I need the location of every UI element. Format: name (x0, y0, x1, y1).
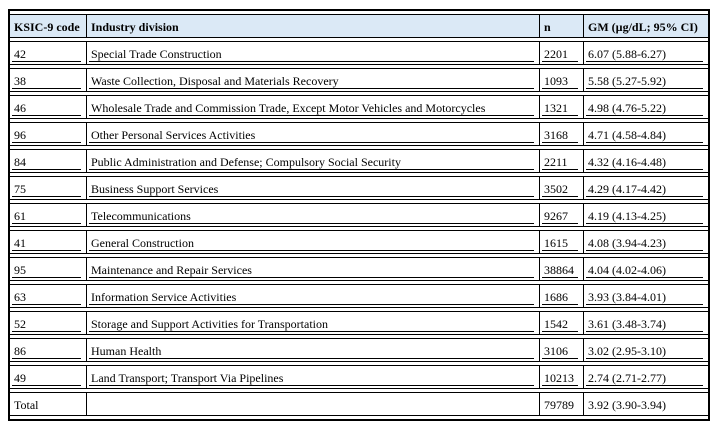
cell-ksic-code: 96 (10, 122, 87, 146)
cell-n: 10213 (540, 365, 584, 389)
cell-ksic-code: 38 (10, 68, 87, 92)
cell-n: 1321 (540, 95, 584, 119)
cell-industry: Maintenance and Repair Services (87, 257, 540, 281)
column-header-industry-division: Industry division (87, 14, 540, 38)
cell-n: 3168 (540, 122, 584, 146)
cell-gm: 6.07 (5.88-6.27) (584, 41, 708, 65)
table-row (10, 176, 708, 200)
cell-ksic-code: 75 (10, 176, 87, 200)
cell-gm: 4.32 (4.16-4.48) (584, 149, 708, 173)
table-row (10, 68, 708, 92)
cell-industry: Other Personal Services Activities (87, 122, 540, 146)
cell-industry: Telecommunications (87, 203, 540, 227)
table-row (10, 257, 708, 281)
table-row (10, 203, 708, 227)
cell-n: 1615 (540, 230, 584, 254)
cell-gm: 4.98 (4.76-5.22) (584, 95, 708, 119)
cell-n: 1093 (540, 68, 584, 92)
table-row (10, 284, 708, 308)
cell-ksic-code: 52 (10, 311, 87, 335)
cell-gm: 4.71 (4.58-4.84) (584, 122, 708, 146)
cell-n: 2211 (540, 149, 584, 173)
table-row (10, 338, 708, 362)
cell-n: 79789 (540, 392, 584, 416)
cell-gm: 3.61 (3.48-3.74) (584, 311, 708, 335)
cell-industry: Human Health (87, 338, 540, 362)
cell-gm: 3.02 (2.95-3.10) (584, 338, 708, 362)
cell-total-label: Total (10, 392, 87, 416)
cell-ksic-code: 63 (10, 284, 87, 308)
cell-n: 3106 (540, 338, 584, 362)
table-row (10, 365, 708, 389)
cell-industry: Land Transport; Transport Via Pipelines (87, 365, 540, 389)
cell-ksic-code: 42 (10, 41, 87, 65)
cell-industry: Information Service Activities (87, 284, 540, 308)
cell-ksic-code: 95 (10, 257, 87, 281)
header-row (10, 14, 708, 38)
cell-n: 1542 (540, 311, 584, 335)
table-row (10, 149, 708, 173)
column-header-n: n (540, 14, 584, 38)
cell-industry: Wholesale Trade and Commission Trade, Except Motor Vehicles and Motorcycles (87, 95, 540, 119)
table-row (10, 41, 708, 65)
cell-industry: Storage and Support Activities for Transportation (87, 311, 540, 335)
cell-industry: Special Trade Construction (87, 41, 540, 65)
cell-industry: Public Administration and Defense; Compulsory Social Security (87, 149, 540, 173)
cell-gm: 4.19 (4.13-4.25) (584, 203, 708, 227)
cell-n: 38864 (540, 257, 584, 281)
cell-gm: 2.74 (2.71-2.77) (584, 365, 708, 389)
cell-gm: 4.29 (4.17-4.42) (584, 176, 708, 200)
cell-industry: Waste Collection, Disposal and Materials Recovery (87, 68, 540, 92)
cell-gm: 4.04 (4.02-4.06) (584, 257, 708, 281)
cell-industry: General Construction (87, 230, 540, 254)
total-row (10, 392, 708, 416)
cell-industry (87, 392, 540, 416)
cell-ksic-code: 46 (10, 95, 87, 119)
cell-ksic-code: 84 (10, 149, 87, 173)
industry-table (10, 11, 708, 419)
cell-industry: Business Support Services (87, 176, 540, 200)
cell-ksic-code: 86 (10, 338, 87, 362)
cell-n: 3502 (540, 176, 584, 200)
column-header-gm: GM (µg/dL; 95% CI) (584, 14, 708, 38)
table-row (10, 311, 708, 335)
cell-gm: 4.08 (3.94-4.23) (584, 230, 708, 254)
cell-n: 1686 (540, 284, 584, 308)
table-row (10, 230, 708, 254)
cell-gm: 3.92 (3.90-3.94) (584, 392, 708, 416)
table-row (10, 95, 708, 119)
cell-ksic-code: 49 (10, 365, 87, 389)
column-header-ksic-code: KSIC-9 code (10, 14, 87, 38)
table-row (10, 122, 708, 146)
cell-n: 2201 (540, 41, 584, 65)
cell-n: 9267 (540, 203, 584, 227)
industry-table-frame (8, 9, 710, 421)
cell-gm: 5.58 (5.27-5.92) (584, 68, 708, 92)
cell-ksic-code: 61 (10, 203, 87, 227)
cell-gm: 3.93 (3.84-4.01) (584, 284, 708, 308)
cell-ksic-code: 41 (10, 230, 87, 254)
